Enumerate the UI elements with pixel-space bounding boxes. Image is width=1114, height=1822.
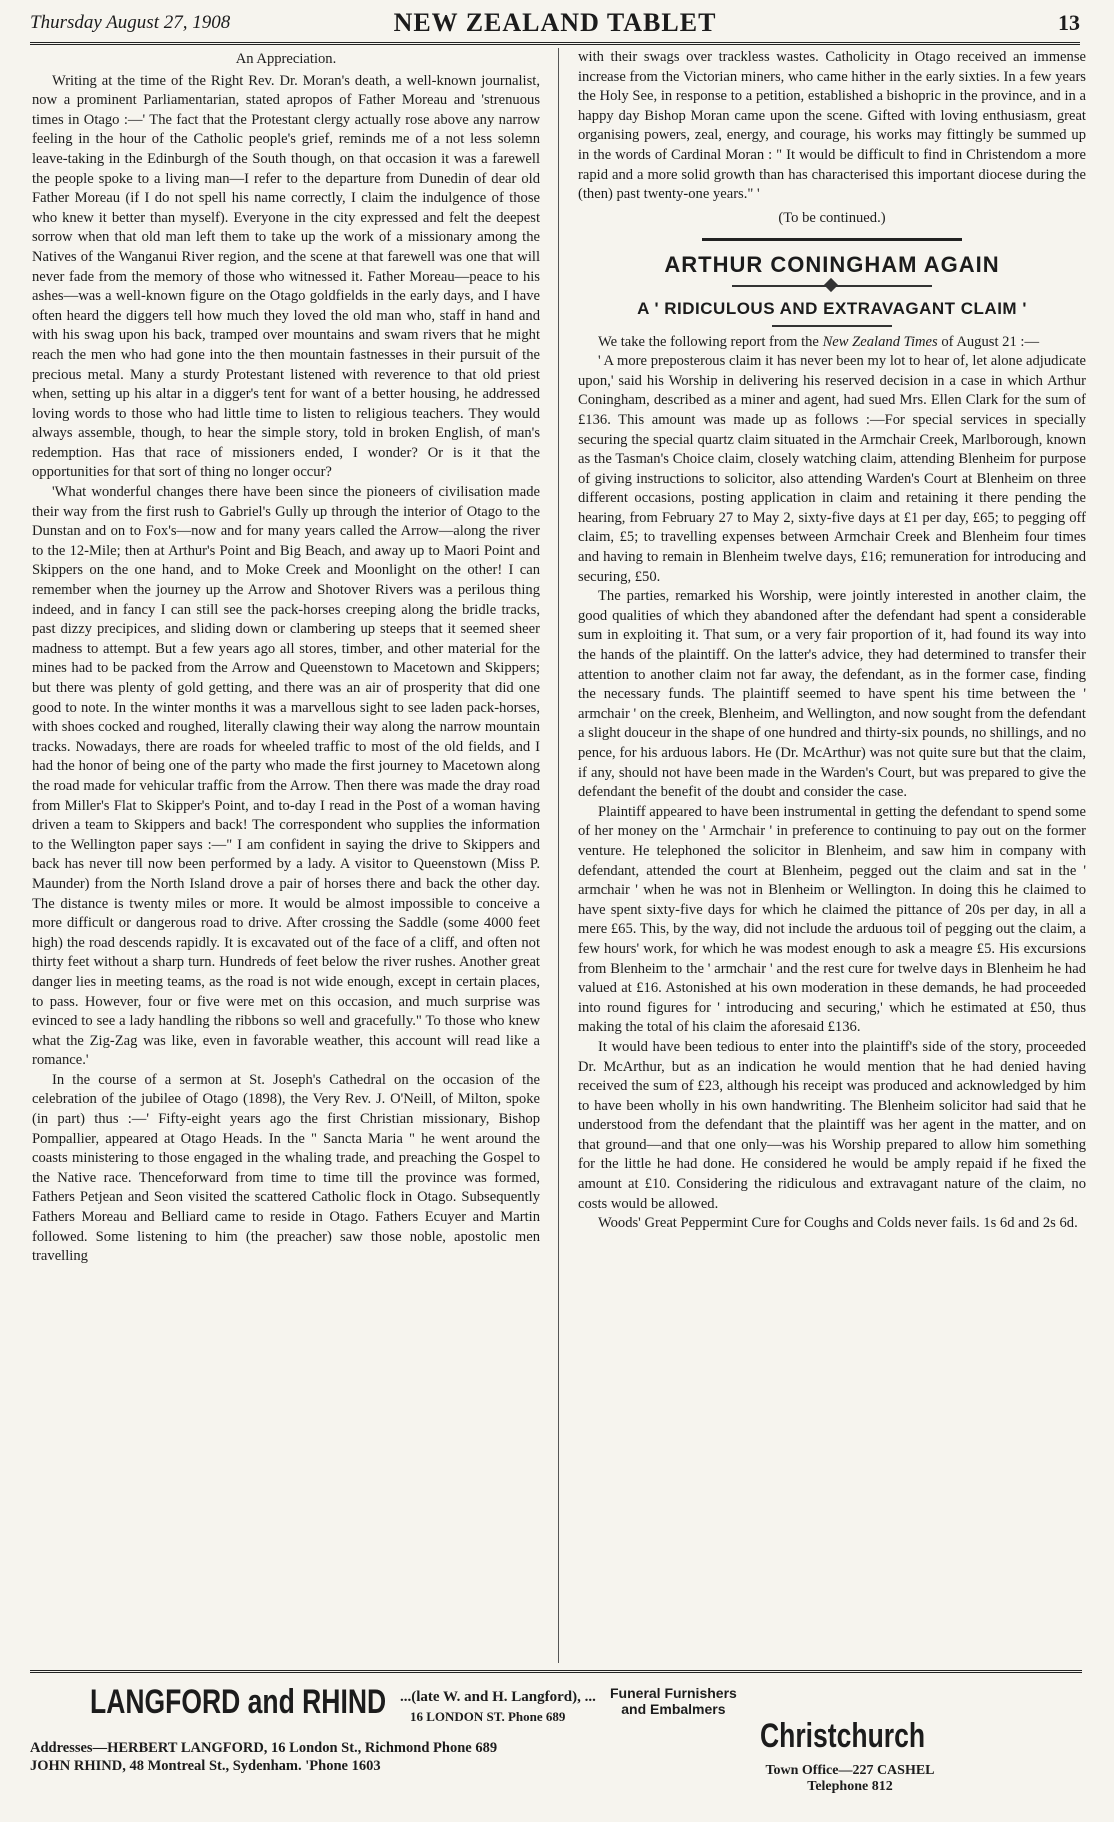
article-paragraph: In the course of a sermon at St. Joseph's Cathedral on the occasion of the celebration of the jubilee of Otago (1898), the Very Rev. J. O'Neill, of Milton, spoke (in part) thus :—' Fifty-eight years ago the first Christian missionary, Bishop Pompallier, appeared at Otago Heads. In the " Sancta Maria " he went around the coasts ministering to those engaged in the whaling trade, and preaching the Gospel to the Native race. Thenceforward from time to time till the province was formed, Fathers Petjean and Seon visited the scattered Catholic flock in Otago. Subsequently Fathers Moreau and Belliard came to reside in Otago. Fathers Ecuyer and Martin followed. Some listening to him (the preacher) saw those noble, apostolic men travelling: [32, 1071, 540, 1265]
article-subheadline: A ' RIDICULOUS AND EXTRAVAGANT CLAIM ': [637, 298, 1027, 318]
left-column: [32, 48, 540, 1668]
footer-funeral: [610, 1685, 737, 1717]
address-line-2: JOHN RHIND, 48 Montreal St., Sydenham. 'Phone 1603: [30, 1758, 381, 1774]
article-paragraph: The parties, remarked his Worship, were jointly interested in another claim, the good qualities of which they abandoned after the defendant had spent a considerable sum in exploiting it. That sum, or a very fair proportion of it, had found its way into the hands of the plaintiff. On the latter's advice, they had determined to transfer their attention to another claim not far away, the defendant, as in the former case, finding the necessary funds. The plaintiff seemed to have spent his time between the ' armchair ' on the creek, Blenheim, and Wellington, and now sought from the defendant a slight douceur in the shape of one hundred and thirty-six pounds, no shillings, and no pence, for his arduous labors. He (Dr. McArthur) was not quite sure but that the claim, if any, should not have been made in the Warden's Court, but was prepared to give the defendant the benefit of the doubt and consider the case.: [578, 588, 1086, 801]
address-line-1: Addresses—HERBERT LANGFORD, 16 London St., Richmond Phone 689: [30, 1740, 498, 1756]
town-office-line: Town Office—227 CASHEL: [765, 1763, 935, 1778]
woods-advert: Woods' Great Peppermint Cure for Coughs and Colds never fails. 1s 6d and 2s 6d.: [598, 1215, 1078, 1232]
page-number: 13: [1058, 10, 1080, 35]
footer-town-office: [765, 1763, 935, 1795]
ornament-rule: [732, 279, 932, 293]
footer-late: ...(late W. and H. Langford), ...: [400, 1689, 596, 1705]
footer-addresses: [30, 1739, 497, 1775]
article-paragraph: Writing at the time of the Right Rev. Dr. Moran's death, a well-known journalist, now a prominent Parliamentarian, stated apropos of Father Moreau and 'strenuous times in Otago :—' The fact that the Protestant clergy actually rose above any narrow feeling in the hour of the Catholic people's grief, reminds me of a not less solemn leave-taking in the Edinburgh of the South though, on that occasion it was a farewell the people spoke to a living man—I refer to the departure from Dunedin of dear old Father Moreau (if I do not spell his name correctly, I claim the indulgence of those who knew it better than myself). Everyone in the city expressed and felt the deepest sorrow when that old man left them to take up the work of a missionary among the Natives of the Wanganui River region, and the scene at that farewell was one that will never fade from the memory of those who witnessed it. Father Moreau—peace to his ashes—was a well-known figure on the Otago goldfields in the early days, and I have often heard the diggers tell how much they loved the old man who, staff in hand and with his swag upon his back, tramped over mountains and swam rivers that he might reach the men who had gone into the then mountain fastnesses in their pursuit of the precious metal. Many a sturdy Protestant listened with reverence to that old priest when, setting up his altar in a digger's tent for want of a better housing, he addressed loving words to those who had little time to listen to religious teachers. They would always assemble, though, to hear the simple story, told in broken English, of man's redemption. Has that race of missioners ended, I wonder? Or is it that the opportunities for that sort of thing no longer occur?: [32, 72, 540, 481]
advertisement-footer: [30, 1670, 1082, 1803]
masthead: [30, 6, 1080, 45]
telephone-line: Telephone 812: [807, 1779, 893, 1794]
footer-brand: LANGFORD and RHIND: [90, 1683, 387, 1721]
article-intro: [578, 333, 1086, 353]
intro-text-a: We take the following report from the: [598, 333, 823, 350]
article-headline: ARTHUR CONINGHAM AGAIN: [664, 252, 1000, 278]
funeral-line-1: Funeral Furnishers: [610, 1685, 737, 1701]
intro-source: New Zealand Times: [822, 333, 938, 350]
to-be-continued: (To be continued.): [778, 209, 886, 226]
footer-city: Christchurch: [760, 1717, 926, 1755]
short-rule: [772, 325, 892, 327]
right-column: [578, 48, 1086, 1668]
diamond-icon: [824, 278, 838, 292]
intro-text-b: of August 21 :—: [937, 333, 1040, 350]
funeral-line-2: and Embalmers: [621, 1701, 726, 1717]
article-paragraph: 'What wonderful changes there have been since the pioneers of civilisation made their way from the first rush to Gabriel's Gully up through the interior of Otago to the Dunstan and on to Fox's—now and for many years called the Arrow—along the river to the 12-Mile; then at Arthur's Point and Big Beach, and away up to Maori Point and Skippers on the one hand, and to Moke Creek and Moonlight on the other! I can remember when the journey up the Arrow and Shotover Rivers was a perilous thing indeed, and in fancy I can still see the pack-horses creeping along the bridle tracks, past dizzy precipices, and sliding down or clambering up steeps that it seemed sheer madness to attempt. But a few years ago all stores, timber, and other material for the mines had to be packed from the Arrow and Queenstown to Macetown and Skippers; but there was plenty of gold getting, and there was an air of prosperity that did one good to note. In the winter months it was a marvellous sight to see laden pack-horses, with shoes cocked and roughed, literally clawing their way along the narrow mountain tracks. Nowadays, there are roads for wheeled traffic to most of the old fields, and I had the honor of being one of the party who made the first journey to Macetown along the road made for vehicular traffic from the Arrow. Then there was made the dray road from Miller's Flat to Skipper's Point, and to-day I read in the Post of a woman having driven a team to Skippers and back! The correspondent who supplies the information to the Wellington paper says :—" I am confident in saying the drive to Skippers and back has never till now been performed by a lady. A visitor to Queenstown (Miss P. Maunder) from the North Island drove a pair of horses there and back the other day. The distance is twenty miles or more. It would be almost impossible to conceive a more difficult or dangerous road to drive. After crossing the Saddle (some 4000 feet high) the road descends rapidly. It is excavated out of the face of a cliff, and often not thirty feet without a sharp turn. Hundreds of feet below the river rushes. Another great danger lies in meeting teams, as the road is not wide enough, except in certain places, to pass. However, four or five were met on this occasion, and much surprise was evinced to see a lady handling the ribbons so well and gracefully." To those who knew what the Zig-Zag was like, even in favorable weather, this account will read like a romance.': [32, 484, 540, 1069]
appreciation-heading: An Appreciation.: [235, 51, 337, 67]
newspaper-title: NEW ZEALAND TABLET: [393, 8, 717, 37]
issue-date: Thursday August 27, 1908: [30, 12, 231, 33]
article-paragraph: Plaintiff appeared to have been instrumental in getting the defendant to spend some of her money on the ' Armchair ' in preference to continuing to pay out on the former venture. He telephoned the solicitor in Blenheim, and saw him in company with defendant, attended the court at Blenheim, pegged out the claim and sat in the ' armchair ' when he was not in Blenheim or Wellington. In doing this he claimed to have spent sixty-five days for which he claimed the pittance of 20s per day, in all a mere £65. This, by the way, did not include the arduous toil of pegging out the claim, a few hours' work, for which he was modest enough to ask a meagre £5. His excursions from Blenheim to the ' armchair ' and the rest cure for twelve days in Blenheim he had valued at £16. Astonished at his own moderation in these demands, he had proceeded into round figures for ' introducing and securing,' which he estimated at £50, thus making the total of his claim the aforesaid £136.: [578, 803, 1086, 1036]
article-paragraph: It would have been tedious to enter into the plaintiff's side of the story, proceeded Dr. McArthur, but as an indication he would mention that he had denied having received the sum of £23, although his receipt was produced and acknowledged by him to have been wholly in his own handwriting. The Blenheim solicitor had said that he understood from the defendant that the plaintiff was her agent in the matter, and on that ground—and that one only—was his Worship prepared to allow him something for the little he had done. He considered he would be amply repaid if he fixed the amount at £10. Considering the ridiculous and extravagant nature of the claim, no costs would be allowed.: [578, 1038, 1086, 1212]
article-paragraph: ' A more preposterous claim it has never been my lot to hear of, let alone adjudicate upon,' said his Worship in delivering his reserved decision in a case in which Arthur Coningham, described as a miner and agent, had sued Mrs. Ellen Clark for the sum of £136. This amount was made up as follows :—For special services in specially securing the special quartz claim situated in the Armchair Creek, Marlborough, known as the Tasman's Choice claim, closely watching claim, attending Blenheim for purpose of giving instructions to solicitor, also attending Warden's Court at Blenheim on three different occasions, posting application in claim and retaining it there pending the hearing, from February 27 to May 2, sixty-five days at £1 per day, £65; to pegging off claim, £5; to travelling expenses between Armchair Creek and Blenheim four times and having to remain in Blenheim twelve days, £16; remuneration for introducing and securing, £50.: [578, 353, 1086, 585]
column-divider: [558, 48, 559, 1663]
section-rule: [702, 238, 962, 241]
footer-street: 16 LONDON ST. Phone 689: [410, 1709, 566, 1724]
continued-paragraph: with their swags over trackless wastes. Catholicity in Otago received an immense increase from the Victorian miners, who came hither in the early sixties. In a few years the Holy See, in response to a petition, established a bishopric in the province, and in a happy day Bishop Moran came upon the scene. Gifted with loving enthusiasm, great organising powers, zeal, energy, and courage, his works may fittingly be summed up in the words of Cardinal Moran : " It would be difficult to find in Christendom a more rapid and a more solid growth than has characterised this important diocese during the (then) past twenty-one years." ': [578, 49, 1086, 203]
